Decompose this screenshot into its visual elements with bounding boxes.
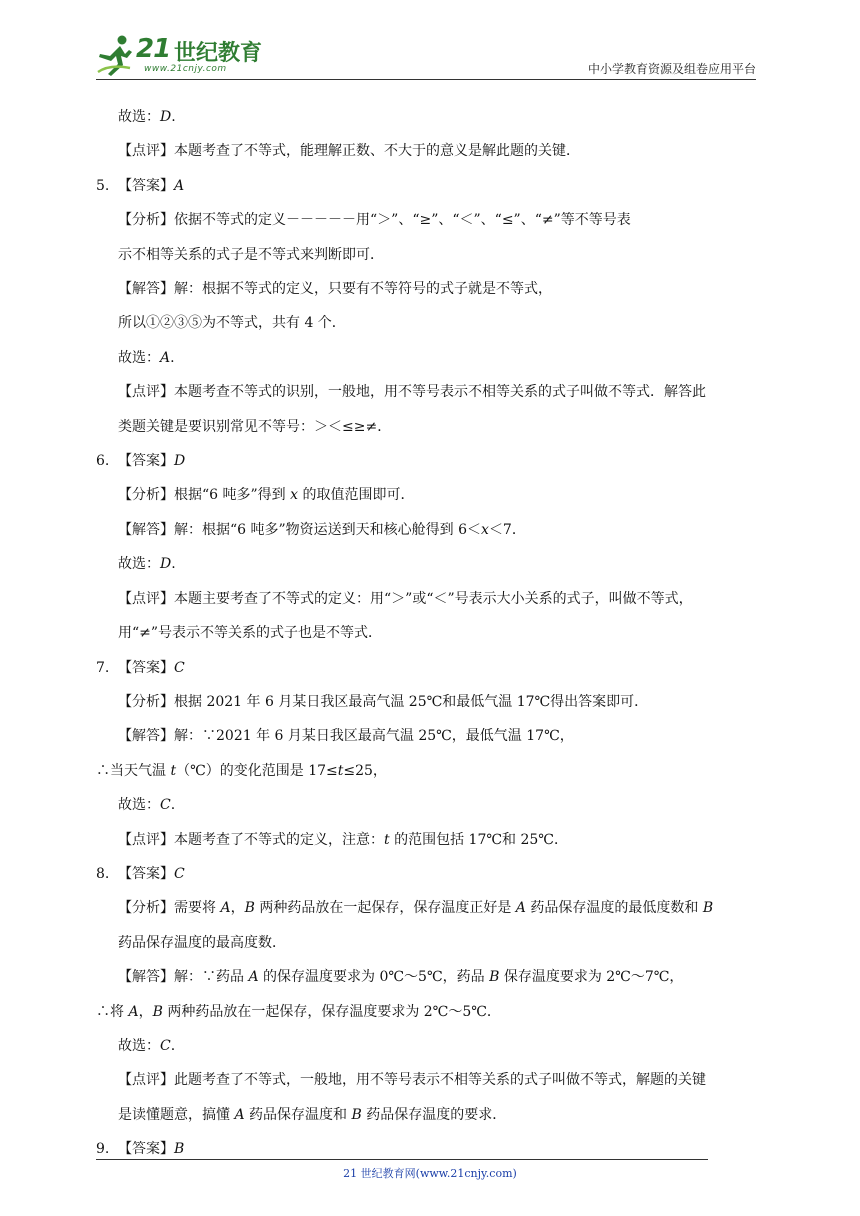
text-line: 【解答】解：∵药品 A 的保存温度要求为 0℃～5℃，药品 B 保存温度要求为 2℃～7℃， bbox=[118, 969, 684, 986]
text-line: 类题关键是要识别常见不等号：＞＜≤≥≠． bbox=[118, 418, 392, 435]
text-line: 故选：A. bbox=[118, 349, 175, 366]
text-line: 【点评】本题考查了不等式的定义，注意：t 的范围包括 17℃和 25℃． bbox=[118, 831, 568, 848]
text-line: 【解答】解：根据“6 吨多”物资运送到天和核心舱得到 6＜x＜7． bbox=[118, 521, 526, 538]
footer-divider bbox=[96, 1159, 708, 1160]
text-line: 【分析】根据“6 吨多”得到 x 的取值范围即可． bbox=[118, 487, 415, 504]
document-body bbox=[96, 100, 766, 1167]
text-line: 【分析】需要将 A，B 两种药品放在一起保存，保存温度正好是 A 药品保存温度的最低度数和 B bbox=[118, 900, 714, 917]
header-divider bbox=[96, 79, 756, 80]
text-line: 故选：D. bbox=[118, 556, 176, 573]
footer-link[interactable]: 21 世纪教育网(www.21cnjy.com) bbox=[343, 1167, 517, 1180]
question-header: 5. 【答案】A bbox=[96, 177, 185, 194]
text-line: ∴将 A，B 两种药品放在一起保存，保存温度要求为 2℃～5℃． bbox=[96, 1003, 501, 1020]
text-line: 【解答】解：根据不等式的定义，只要有不等符号的式子就是不等式， bbox=[118, 281, 552, 298]
platform-title: 中小学教育资源及组卷应用平台 bbox=[587, 62, 756, 76]
question-header: 7. 【答案】C bbox=[96, 659, 185, 676]
text-line: 【分析】依据不等式的定义－－－－－用“＞”、“≥”、“＜”、“≤”、“≠”等不等号表 bbox=[118, 212, 631, 229]
text-line: 是读懂题意，搞懂 A 药品保存温度和 B 药品保存温度的要求． bbox=[118, 1106, 507, 1123]
text-line: 用“≠”号表示不等关系的式子也是不等式． bbox=[118, 625, 383, 642]
text-line: 【分析】根据 2021 年 6 月某日我区最高气温 25℃和最低气温 17℃得出答案即可． bbox=[118, 693, 649, 710]
question-header: 9. 【答案】B bbox=[96, 1141, 185, 1158]
text-line: 【点评】本题主要考查了不等式的定义：用“＞”或“＜”号表示大小关系的式子，叫做不等式， bbox=[118, 590, 693, 607]
page-header bbox=[96, 30, 756, 82]
text-line: 故选：C. bbox=[118, 1037, 176, 1054]
logo-title: 世纪教育 bbox=[174, 41, 263, 66]
logo bbox=[96, 34, 266, 78]
text-line: 故选：D. bbox=[118, 109, 176, 125]
text-line: 【解答】解：∵2021 年 6 月某日我区最高气温 25℃，最低气温 17℃， bbox=[118, 728, 574, 745]
text-line: ∴当天气温 t（℃）的变化范围是 17≤t≤25， bbox=[96, 762, 387, 779]
question-header: 8. 【答案】C bbox=[96, 865, 185, 882]
text-line: 【点评】本题考查不等式的识别，一般地，用不等号表示不相等关系的式子叫做不等式．解答此 bbox=[118, 384, 706, 401]
question-header: 6. 【答案】D bbox=[96, 453, 186, 470]
text-line: 【点评】此题考查了不等式，一般地，用不等号表示不相等关系的式子叫做不等式，解题的关键 bbox=[118, 1072, 706, 1089]
text-line: 药品保存温度的最高度数． bbox=[118, 934, 286, 951]
text-line: 示不相等关系的式子是不等式来判断即可． bbox=[118, 246, 384, 263]
text-line: 所以①②③⑤为不等式，共有 4 个． bbox=[118, 315, 346, 332]
logo-url: www.21cnjy.com bbox=[144, 64, 227, 74]
text-line: 【点评】本题考查了不等式，能理解正数、不大于的意义是解此题的关键． bbox=[118, 143, 580, 160]
runner-icon bbox=[96, 34, 136, 78]
text-line: 故选：C. bbox=[118, 797, 176, 814]
logo-number: 21 bbox=[136, 34, 171, 64]
